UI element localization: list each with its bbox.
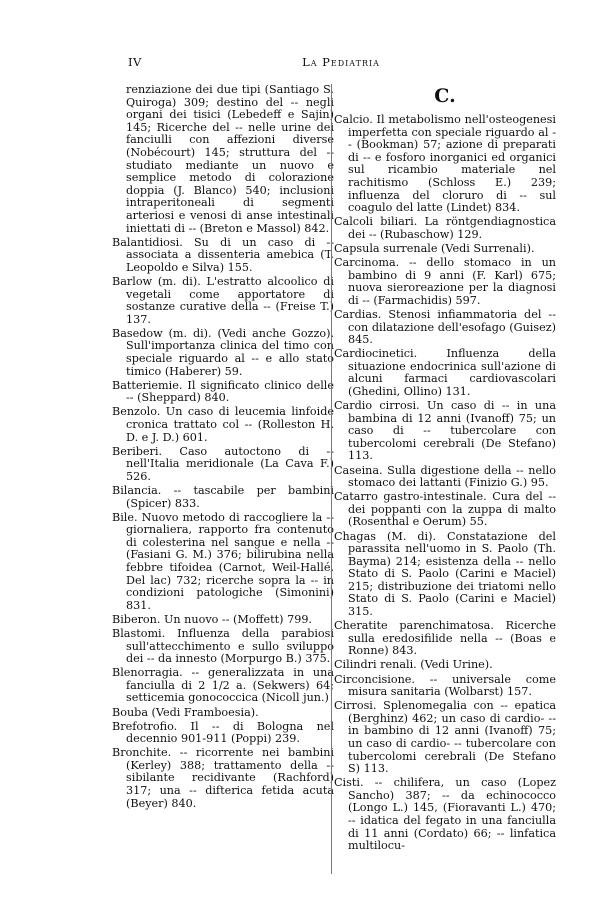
index-entry: Blastomi. Influenza della parabiosi sull'attecchimento e sullo sviluppo dei -- da innesto (Morpurgo B.) 375. [112,626,334,666]
index-entry: Circoncisione. -- universale come misura sanitaria (Wolbarst) 157. [334,672,556,699]
index-entry: Cardias. Stenosi infiammatoria del -- con dilatazione dell'esofago (Guisez) 845. [334,307,556,347]
index-entry: Brefotrofio. Il -- di Bologna nel decennio 901-911 (Poppi) 239. [112,719,334,746]
index-entry: Basedow (m. di). (Vedi anche Gozzo). Sull'importanza clinica del timo con speciale riguardo al -- e allo stato timico (Haberer) 59. [112,326,334,378]
index-entry: Caseina. Sulla digestione della -- nello stomaco dei lattanti (Finizio G.) 95. [334,463,556,490]
index-entry: Cardiocinetici. Influenza della situazione endocrinica sull'azione di alcuni farmaci cardiovascolari (Ghedini, Ollino) 131. [334,347,556,398]
index-entry: Capsula surrenale (Vedi Surrenali). [334,241,535,255]
index-entry: Benzolo. Un caso di leucemia linfoide cronica trattato col -- (Rolleston H. D. e J. D.) 601. [112,405,334,444]
index-entry: Biberon. Un nuovo -- (Moffett) 799. [112,612,312,626]
running-header [128,55,554,71]
index-entry: Batteriemie. Il significato clinico delle -- (Sheppard) 840. [112,378,334,405]
index-entry: Beriberi. Caso autoctono di -- nell'Italia meridionale (La Cava F.) 526. [112,444,334,483]
index-entry: Cilindri renali. (Vedi Urine). [334,658,493,672]
index-entry: Calcoli biliari. La röntgendiagnostica dei -- (Rubaschow) 129. [334,215,556,241]
right-column [334,84,556,854]
index-entry: Calcio. Il metabolismo nell'osteogenesi imperfetta con speciale riguardo al -- (Bookman) 57; azione di preparati di -- e fosforo inorganici ed organici sul ricambio materiale nel rachitismo (Schloss E.) 239; influenza del cloruro di -- sul coagulo del latte (Lindet) 834. [334,113,556,215]
index-entry: Blenorragia. -- generalizzata in una fanciulla di 2 1/2 a. (Sekwers) 64; setticemia gonococcica (Nicoll jun.) [112,666,334,705]
index-entry: Carcinoma. -- dello stomaco in un bambino di 9 anni (F. Karl) 675; nuova sieroreazione per la diagnosi di -- (Farmachidis) 597. [334,256,556,307]
index-entry: Chagas (M. di). Constatazione del parassita nell'uomo in S. Paolo (Th. Bayma) 214; esistenza della -- nello Stato di S. Paolo (Carini e Maciel) 215; distribuzione dei triatomi nello Stato di S. Paolo (Carini e Maciel) 315. [334,529,556,619]
index-entry: Cisti. -- chilifera, un caso (Lopez Sancho) 387; -- da echinococco (Longo L.) 145, (Fioravanti L.) 470; -- idatica del fegato in una fanciulla di 11 anni (Cordato) 66; -- linfatica multilocu- [334,776,556,853]
index-entry: Bilancia. -- tascabile per bambini (Spicer) 833. [112,483,334,510]
left-column [112,84,334,812]
page-number: IV [128,55,142,69]
index-entry: Catarro gastro-intestinale. Cura del -- dei poppanti con la zuppa di malto (Rosenthal e Oerum) 55. [334,490,556,529]
index-entry: Barlow (m. di). L'estratto alcoolico di vegetali come apportatore di sostanze curative della -- (Freise T.) 137. [112,274,334,326]
index-entry: Bile. Nuovo metodo di raccogliere la -- giornaliera, rapporto fra contenuto di colesterina nel sangue e nella -- (Fasiani G. M.) 376; bilirubina nella febbre tifoidea (Carnot, Weil-Hallé, Del lac) 732; ricerche sopra la -- in condizioni patologiche (Simonini) 831. [112,510,334,612]
index-entry: Balantidiosi. Su di un caso di -- associata a dissenteria amebica (T. Leopoldo e Silva) 155. [112,235,334,274]
index-entry: Cardio cirrosi. Un caso di -- in una bambina di 12 anni (Ivanoff) 75; un caso di -- tubercolare con tubercolomi cerebrali (De Stefano) 113. [334,399,556,463]
index-entry: Cheratite parenchimatosa. Ricerche sulla eredosifilide nella -- (Boas e Ronne) 843. [334,619,556,658]
index-entry: Bouba (Vedi Framboesia). [112,705,259,719]
section-letter: C. [434,85,456,107]
index-entry: Cirrosi. Splenomegalia con -- epatica (Berghinz) 462; un caso di cardio- -- in bambino di 12 anni (Ivanoff) 75; un caso di cardio- -- tubercolare con tubercolomi cerebrali (De Stefano S) 113. [334,699,556,776]
index-entry: renziazione dei due tipi (Santiago S. Quiroga) 309; destino del -- negli organi dei tisici (Lebedeff e Sajin) 145; Ricerche del -- nelle urine dei fanciulli con affezioni diverse (Nobécourt) 145; struttura del -- studiato mediante un nuovo e semplice metodo di colorazione doppia (J. Blanco) 540; inclusioni intraperitoneali di segmenti arteriosi e venosi di anse intestinali iniettati di -- (Breton e Massol) 842. [126,83,334,235]
index-entry: Bronchite. -- ricorrente nei bambini (Kerley) 388; trattamento della -- sibilante recidivante (Rachford) 317; una -- difterica fetida acuta (Beyer) 840. [112,746,334,810]
column-divider [331,84,332,874]
running-title: La Pediatria [302,55,380,69]
